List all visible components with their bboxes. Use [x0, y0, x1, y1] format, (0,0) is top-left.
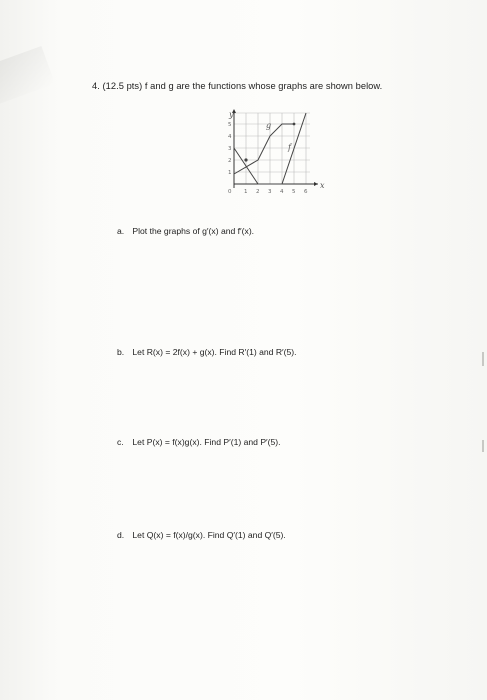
- part-letter: c.: [117, 437, 124, 447]
- part-letter: b.: [117, 347, 125, 357]
- x-tick-label: 1: [244, 189, 248, 195]
- curve-point-dot: [244, 158, 247, 161]
- curve-g: [234, 124, 294, 174]
- grid-lines: [234, 113, 310, 184]
- x-tick-label: 5: [292, 189, 296, 195]
- y-tick-label: 5: [228, 122, 232, 128]
- curve-point-dot: [293, 123, 296, 126]
- margin-scan-mark: [482, 440, 484, 452]
- part-a: [117, 226, 254, 236]
- function-graph: [220, 108, 325, 203]
- axes: [234, 110, 318, 188]
- part-text: Let R(x) = 2f(x) + g(x). Find R′(1) and R′(5).: [132, 347, 297, 357]
- x-tick-label: 4: [280, 189, 284, 195]
- part-letter: a.: [117, 226, 125, 236]
- question-number: 4.: [92, 81, 100, 91]
- part-text: Plot the graphs of g′(x) and f′(x).: [132, 226, 255, 236]
- x-axis-label: x: [320, 181, 325, 190]
- question-text: (12.5 pts) f and g are the functions whose graphs are shown below.: [102, 81, 383, 91]
- question-4: [92, 81, 382, 91]
- part-text: Let P(x) = f(x)g(x). Find P′(1) and P′(5).: [132, 437, 281, 447]
- curve-f-label: f: [288, 143, 291, 152]
- part-letter: d.: [117, 530, 125, 540]
- part-d: [117, 530, 286, 540]
- x-tick-label: 3: [268, 189, 272, 195]
- y-tick-label: 4: [228, 134, 232, 140]
- part-b: [117, 347, 297, 357]
- part-text: Let Q(x) = f(x)/g(x). Find Q′(1) and Q′(5).: [132, 530, 286, 540]
- x-axis-arrow-icon: [314, 182, 318, 186]
- y-tick-label: 2: [228, 158, 232, 164]
- x-tick-label: 2: [256, 189, 260, 195]
- paper-fold-shadow: [0, 46, 55, 104]
- origin-label: 0: [228, 189, 232, 195]
- y-axis-label: y: [229, 110, 234, 119]
- x-tick-label: 6: [304, 189, 308, 195]
- graph-svg: [220, 108, 325, 198]
- curve-g-label: g: [266, 121, 272, 130]
- y-tick-label: 3: [228, 146, 232, 152]
- part-c: [117, 437, 281, 447]
- y-tick-label: 1: [228, 170, 232, 176]
- margin-scan-mark: [482, 352, 484, 366]
